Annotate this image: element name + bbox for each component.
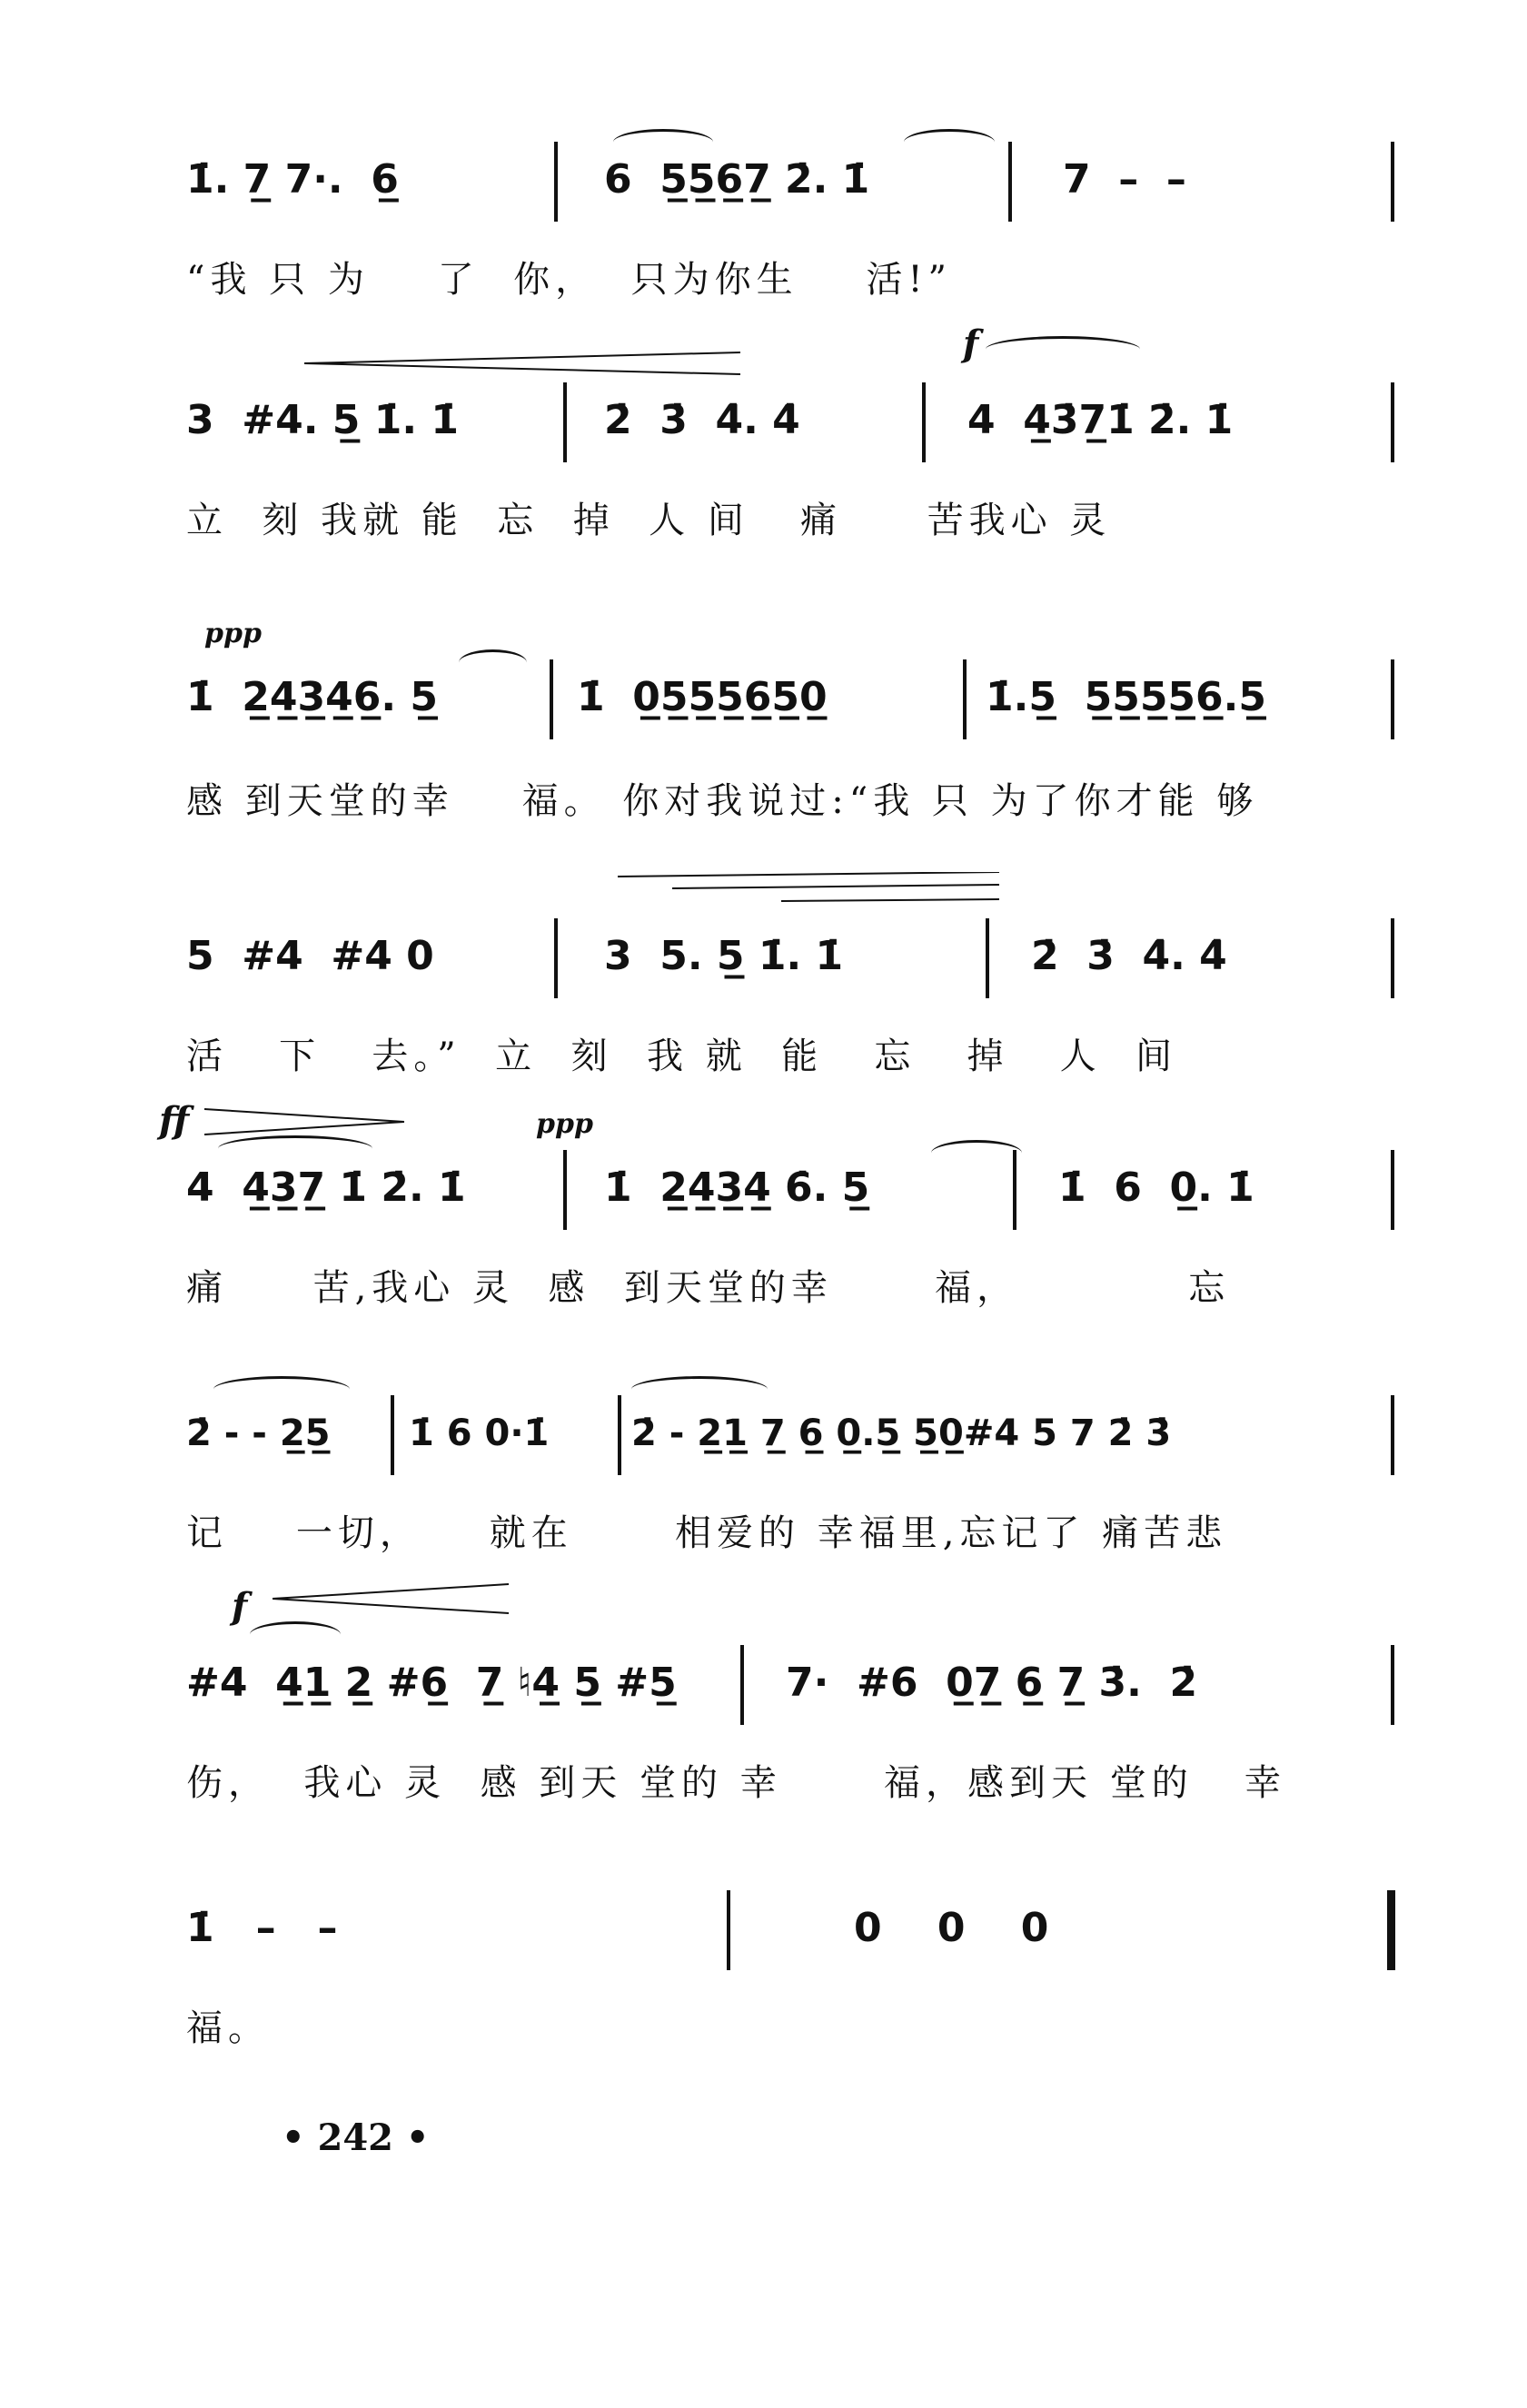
measure: 0 0 0 [854, 1905, 1049, 1951]
barline [563, 1150, 567, 1230]
crescendo-hairpin [273, 1581, 509, 1617]
notation-line [186, 377, 1408, 464]
crescendo-hairpin [618, 872, 999, 905]
measure: 1̇ 0̲5̲5̲5̲6̲5̲0̲ [577, 674, 828, 720]
barline [391, 1395, 394, 1475]
notation-line [186, 1640, 1408, 1727]
measure: 5 #4 #4 0 [186, 933, 434, 979]
barline [1391, 1645, 1394, 1725]
notation-line [186, 1885, 1408, 1972]
dynamic-mark: f [963, 322, 979, 365]
barline [1391, 142, 1394, 222]
dynamic-mark: ppp [204, 618, 262, 649]
final-barline [1387, 1890, 1395, 1970]
measure: 1̇ 2̲4̲3̲4̲6̲. 5̲ [186, 674, 438, 720]
dynamic-mark: ppp [536, 1108, 593, 1140]
measure: 1̇. 7̲ 7·. 6̲ [186, 156, 399, 203]
measure: 7 – – [1063, 156, 1186, 203]
notation-line [186, 1145, 1408, 1232]
measure: 2̇ 3̇ 4̇. 4̇ [1031, 933, 1227, 979]
measure: 3 #4. 5̲ 1̇. 1̇ [186, 397, 459, 443]
measure: 1̇ 2̲4̲3̲4̲ 6̇. 5̲ [604, 1164, 870, 1211]
measure: 3 5. 5̲ 1̇. 1̇ [604, 933, 844, 979]
barline [618, 1395, 621, 1475]
barline [554, 142, 558, 222]
barline [1391, 918, 1394, 998]
measure: 1̇ 6 0̲. 1̇ [1058, 1164, 1254, 1211]
barline [727, 1890, 730, 1970]
barline [1391, 659, 1394, 739]
notation-line [186, 913, 1408, 1000]
measure: 2̇ 3̇ 4̇. 4̇ [604, 397, 800, 443]
barline [1008, 142, 1012, 222]
lyrics-line: 福。 [186, 2007, 270, 2049]
barline [986, 918, 989, 998]
measure: #4 4̲1̲ 2̲ #6̲ 7̲ ♮4̲ 5̲ #5̲ [186, 1660, 677, 1706]
barline [740, 1645, 744, 1725]
notation-line [186, 654, 1408, 741]
barline [1391, 1150, 1394, 1230]
dynamic-mark: f [232, 1585, 248, 1628]
page-number: • 242 • [282, 2116, 430, 2159]
measure: 4 4̲3̲7̲ 1̇ 2̇. 1̇ [186, 1164, 466, 1211]
barline [554, 918, 558, 998]
barline [550, 659, 553, 739]
measure: 6 5̲5̲6̲7̲ 2̇. 1̇ [604, 156, 870, 203]
lyrics-line: 伤， 我心 灵 感 到天 堂的 幸 福，感到天 堂的 幸 [186, 1762, 1286, 1804]
slur-mark [904, 129, 995, 155]
measure: 4 4̲3̇7̲1̇ 2̇. 1̇ [967, 397, 1234, 443]
notation-line [186, 136, 1408, 223]
measure: 1̇ 6 0·1̇ [409, 1412, 550, 1454]
measure: 2̇ - - 2̲5̲ [186, 1412, 331, 1454]
dynamic-mark: ff [159, 1099, 190, 1142]
diminuendo-hairpin [204, 1104, 404, 1140]
lyrics-line: “我 只 为 了 你， 只为你生 活!” [186, 259, 952, 301]
lyrics-line: 记 一切， 就在 相爱的 幸福里,忘记了 痛苦悲 [186, 1512, 1228, 1554]
notation-line [186, 1390, 1408, 1477]
measure: 1̇.5̲ 5̲5̲5̲5̲6̲.5̲ [986, 674, 1266, 720]
slur-mark [613, 129, 713, 155]
barline [963, 659, 967, 739]
lyrics-line: 活 下 去。” 立 刻 我 就 能 忘 掉 人 间 [186, 1036, 1178, 1077]
measure: 7· #6 0̲7̲ 6̲ 7̲ 3̇. 2̇ [786, 1660, 1198, 1706]
lyrics-line: 感 到天堂的幸 福。 你对我说过:“我 只 为了你才能 够 [186, 780, 1259, 822]
barline [563, 382, 567, 462]
barline [1391, 382, 1394, 462]
measure: 1̇ – – [186, 1905, 338, 1951]
barline [1013, 1150, 1016, 1230]
slur-mark [986, 336, 1140, 362]
lyrics-line: 痛 苦,我心 灵 感 到天堂的幸 福， 忘 [186, 1267, 1231, 1309]
crescendo-hairpin [304, 350, 740, 377]
measure: 2̇ - 2̲1̲ 7̲ 6̲ 0̲.5̲ 5̲0̲#4 5 7 2̇ 3̇ [631, 1412, 1172, 1454]
barline [922, 382, 926, 462]
lyrics-line: 立 刻 我就 能 忘 掉 人 间 痛 苦我心 灵 [186, 500, 1112, 541]
barline [1391, 1395, 1394, 1475]
